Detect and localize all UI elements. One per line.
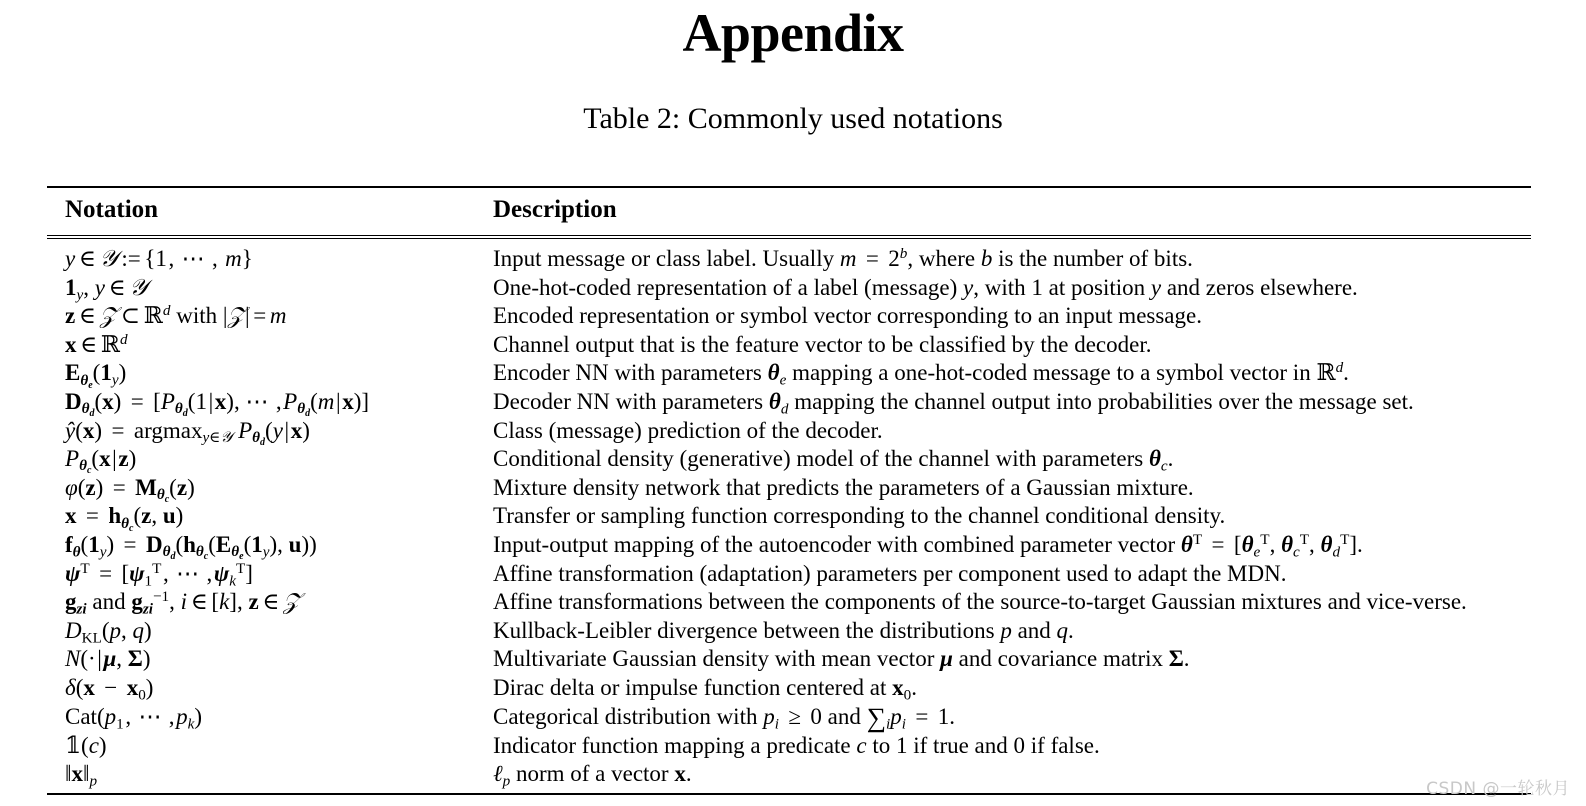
- notation-cell: $D_{\theta_d}(x) = [P_{\theta_d}(1|x)$, ⋯ $,P_{\theta_d}(m|x)$]: [65, 388, 370, 420]
- notations-table-body: [47, 239, 1531, 789]
- notation-cell: $x = h_{\theta_c}(z$, u): [65, 503, 184, 534]
- table-row: [47, 645, 1531, 674]
- table-row: [47, 474, 1531, 503]
- notation-cell: $E_{\theta_e}(1_y)$: [65, 360, 127, 391]
- table-row: [47, 588, 1531, 617]
- description-cell: Encoder NN with parameters $\theta_e$ mapping a one-hot-coded message to a symbol vector in ℝ$^d$.: [493, 359, 1349, 389]
- description-cell: Categorical distribution with $p_i \ge 0$ and $\sum_ip_i = 1$.: [493, 702, 955, 733]
- description-cell: Channel output that is the feature vector to be classified by the decoder.: [493, 331, 1152, 357]
- page-title: Appendix: [682, 3, 904, 63]
- notation-cell: $D_{KL}(p$, q): [65, 617, 152, 646]
- description-cell: Mixture density network that predicts the parameters of a Gaussian mixture.: [493, 474, 1194, 500]
- description-cell: Transfer or sampling function corresponding to the channel conditional density.: [493, 503, 1226, 529]
- notation-cell: $\varphi(z) = M_{\theta_c}(z)$: [65, 474, 195, 505]
- description-cell: Class (message) prediction of the decoder.: [493, 417, 883, 443]
- notation-cell: x ∈ ℝ$^d$: [65, 330, 128, 358]
- table-row: [47, 274, 1531, 303]
- description-cell: Kullback-Leibler divergence between the distributions p and q.: [493, 617, 1074, 643]
- description-cell: Dirac delta or impulse function centered at $x_0$.: [493, 674, 917, 704]
- notation-cell: $f_\theta(1_y) = D_{\theta_d}(h_{\theta_c}(E_{\theta_e}(1_y)$, u)): [65, 531, 317, 562]
- table-row: [47, 417, 1531, 446]
- description-cell: Input message or class label. Usually $m = 2^b$, where b is the number of bits.: [493, 245, 1193, 271]
- table-row: [47, 359, 1531, 388]
- table-row: [47, 302, 1531, 331]
- description-cell: Conditional density (generative) model of the channel with parameters $\theta_c$.: [493, 446, 1174, 475]
- table-row: [47, 502, 1531, 531]
- notation-cell: 𝟙(c): [65, 732, 107, 759]
- notation-cell: $g_{zi}$ and $g_{zi}^{-1}$, i ∈ [k], z ∈ 𝒵: [65, 588, 301, 618]
- notation-cell: $P_{\theta_c}(x|z)$: [65, 446, 137, 477]
- notation-cell: $Cat(p_1$, ⋯ $,p_k$): [65, 703, 203, 732]
- notation-cell: N(·|μ, Σ): [65, 646, 151, 672]
- description-cell: Affine transformation (adaptation) parameters per component used to adapt the MDN.: [493, 560, 1287, 586]
- description-cell: ℓ$_p$ norm of a vector x.: [493, 761, 692, 790]
- description-cell: One-hot-coded representation of a label (message) y, with 1 at position y and zeros elsewhere.: [493, 274, 1358, 300]
- watermark: CSDN @一轮秋月: [1426, 779, 1570, 799]
- table-row: [47, 239, 1531, 274]
- table-row: [47, 331, 1531, 360]
- table-header-row: [47, 188, 1531, 235]
- table-row: [47, 531, 1531, 560]
- table-row: [47, 445, 1531, 474]
- table-row: [47, 674, 1531, 703]
- column-header-description: Description: [493, 196, 617, 223]
- notation-cell: $1_y$, y ∈ 𝒴: [65, 274, 148, 303]
- notation-cell: ŷ(x) = argmax$_{y\in 𝒴}$ $P_{\theta_d}(y|x)$: [65, 417, 310, 448]
- notation-cell: z ∈ 𝒵 ⊂ ℝ$^d$ with |𝒵| = m: [65, 302, 287, 330]
- table-row: [47, 760, 1531, 789]
- notation-cell: $\delta(x - x_0)$: [65, 674, 154, 704]
- notation-cell: y ∈ 𝒴 := {1, ⋯ , m}: [65, 246, 253, 272]
- table-row: [47, 617, 1531, 646]
- notation-cell: $‖x‖_p$: [65, 761, 98, 790]
- description-cell: Input-output mapping of the autoencoder with combined parameter vector $\theta^T = [\theta_e^T$, $\theta_c^T$, $\theta_d^T$].: [493, 531, 1363, 561]
- description-cell: Decoder NN with parameters $\theta_d$ mapping the channel output into probabilities over the message set.: [493, 388, 1414, 418]
- table-row: [47, 703, 1531, 732]
- table-row: [47, 388, 1531, 417]
- notations-table-container: [47, 186, 1531, 795]
- description-cell: Affine transformations between the components of the source-to-target Gaussian mixtures and vice-verse.: [493, 589, 1467, 615]
- description-cell: Encoded representation or symbol vector corresponding to an input message.: [493, 303, 1202, 329]
- table-caption: Table 2: Commonly used notations: [583, 102, 1003, 136]
- table-rule-mid-upper: [47, 235, 1531, 236]
- table-row: [47, 732, 1531, 761]
- notation-cell: $\psi^T = [\psi_1^T$, ⋯ $,\psi_k^T$]: [65, 559, 253, 589]
- description-cell: Indicator function mapping a predicate c to 1 if true and 0 if false.: [493, 732, 1100, 758]
- table-row: [47, 560, 1531, 589]
- column-header-notation: Notation: [65, 196, 159, 223]
- notations-table: [47, 188, 1531, 235]
- table-rule-bottom: [47, 793, 1531, 795]
- description-cell: Multivariate Gaussian density with mean vector μ and covariance matrix Σ.: [493, 646, 1190, 672]
